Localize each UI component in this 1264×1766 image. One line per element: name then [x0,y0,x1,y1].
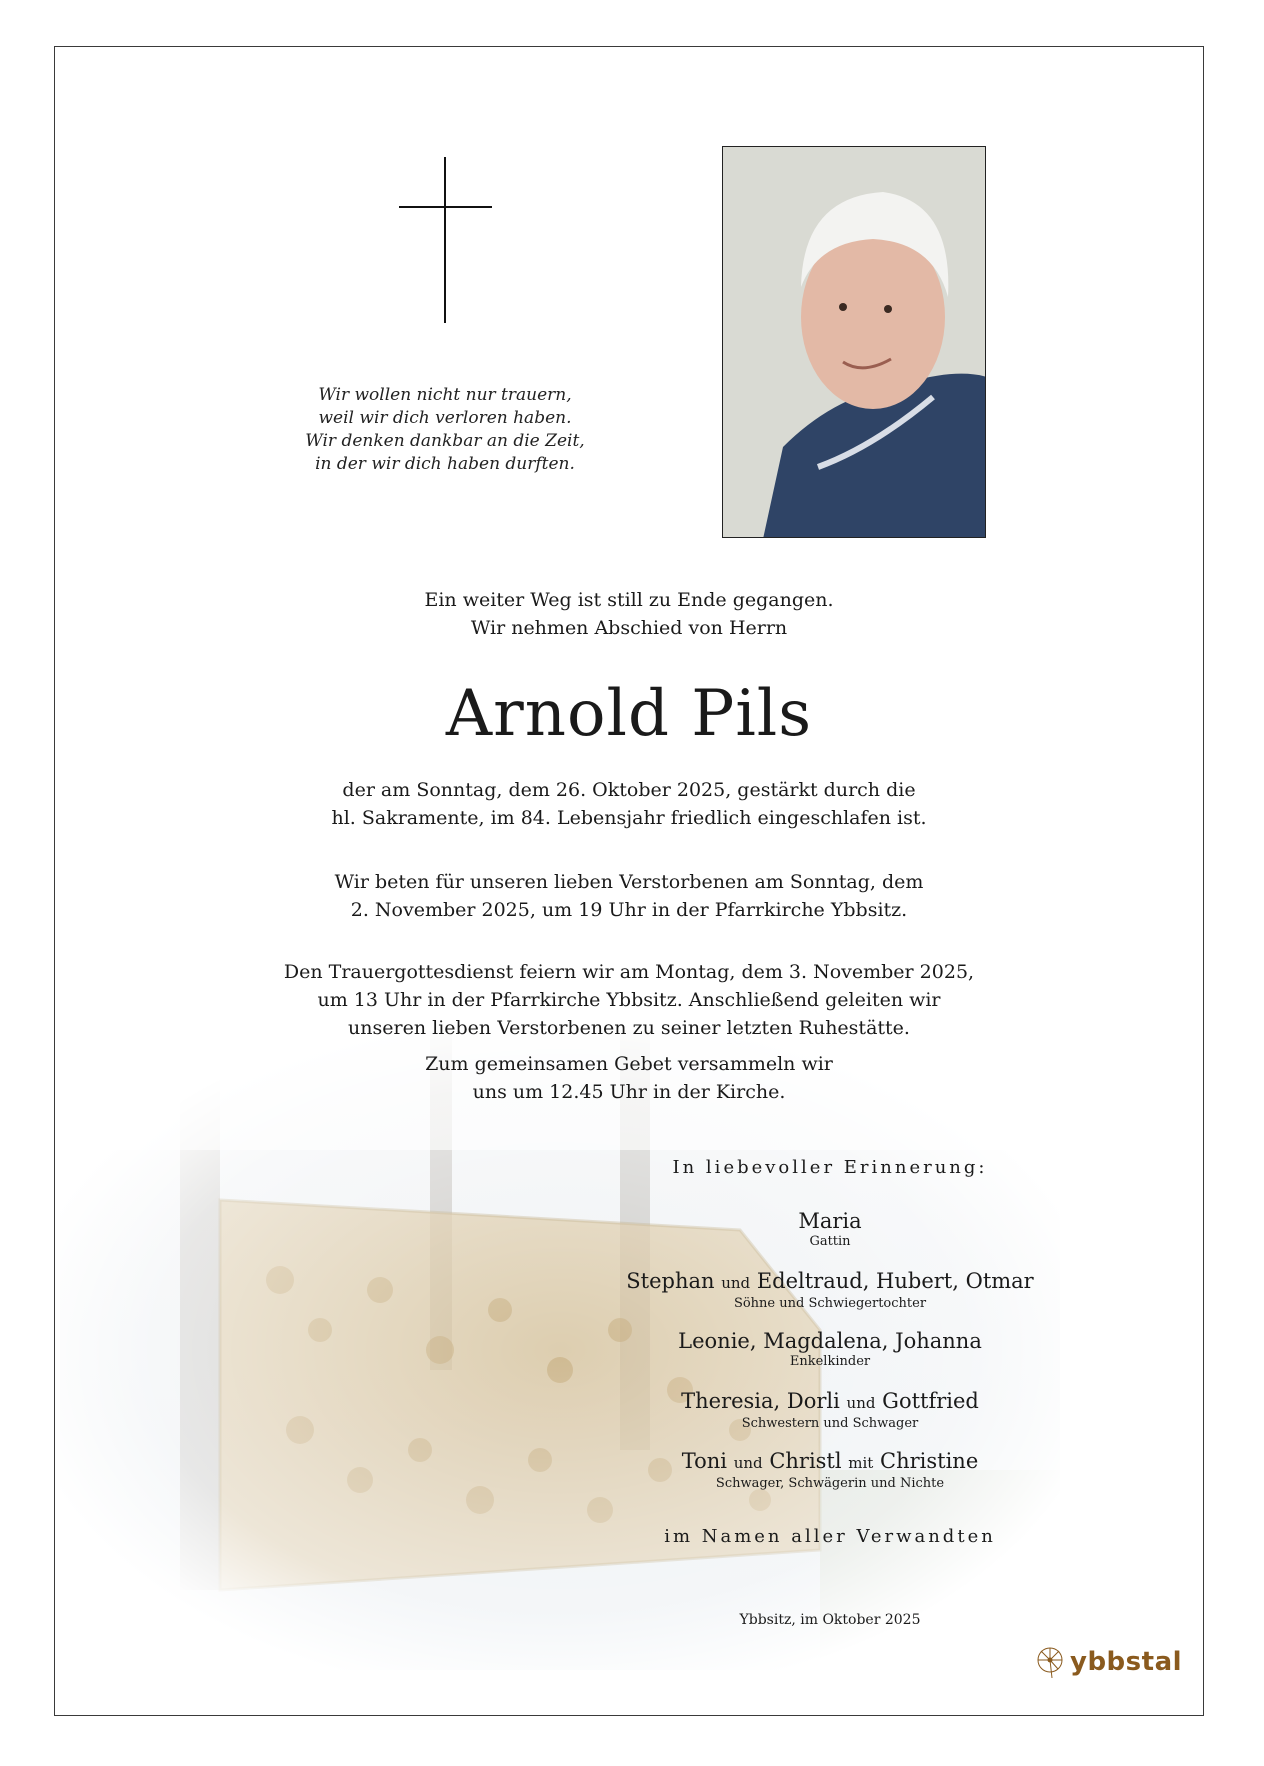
logo-text: ybbstal [1070,1647,1183,1677]
portrait-photo [722,146,986,538]
family-names [580,1328,1080,1354]
family-member-name: Christine [880,1449,979,1473]
family-member-name: Stephan [626,1269,715,1293]
prayer-paragraph [54,868,1204,924]
connector-word: mit [848,1454,874,1472]
connector-word: und [721,1274,751,1292]
family-role: Schwager, Schwägerin und Nichte [715,1476,945,1491]
quote-line: in der wir dich haben durften. [315,454,575,474]
family-member-name: Leonie, Magdalena, Johanna [678,1329,982,1353]
quote-line: Wir denken dankbar an die Zeit, [305,431,585,451]
death-paragraph [54,776,1204,832]
family-names [580,1448,1080,1476]
family-member-name: Maria [798,1209,862,1233]
text-line: 2. November 2025, um 19 Uhr in der Pfarrkirche Ybbsitz. [350,899,908,921]
family-member-name: Christl [769,1449,842,1473]
family-group [580,1208,1080,1250]
intro-text [54,586,1204,642]
text-line: uns um 12.45 Uhr in der Kirche. [472,1081,786,1103]
funeral-paragraph [54,958,1204,1042]
dandelion-icon [1034,1645,1068,1679]
family-names [580,1208,1080,1234]
intro-line: Ein weiter Weg ist still zu Ende gegangen. [424,589,834,611]
family-member-name: Toni [681,1449,727,1473]
family-member-name: Theresia, Dorli [681,1389,840,1413]
family-role: Enkelkinder [789,1354,871,1369]
family-member-name: Gottfried [882,1389,979,1413]
quote-line: Wir wollen nicht nur trauern, [318,385,572,405]
family-group [580,1268,1080,1312]
deceased-name: Arnold Pils [445,677,813,751]
cross-icon [444,157,446,323]
text-line: um 13 Uhr in der Pfarrkirche Ybbsitz. Anschließend geleiten wir [317,989,941,1011]
cross-icon-bar [399,206,492,208]
family-role: Gattin [809,1234,851,1249]
connector-word: und [846,1394,876,1412]
family-role: Söhne und Schwiegertochter [733,1296,927,1311]
text-line: Wir beten für unseren lieben Verstorbenen am Sonntag, dem [334,871,924,893]
gathering-paragraph [54,1050,1204,1106]
memorial-quote [250,384,640,476]
family-names [580,1268,1080,1296]
family-member-name: Edeltraud, Hubert, Otmar [756,1269,1034,1293]
family-names [580,1388,1080,1416]
family-footer: im Namen aller Verwandten [664,1526,996,1547]
text-line: Zum gemeinsamen Gebet versammeln wir [425,1053,833,1075]
family-role: Schwestern und Schwager [741,1416,919,1431]
family-group [580,1328,1080,1370]
text-line: hl. Sakramente, im 84. Lebensjahr friedlich eingeschlafen ist. [331,807,927,829]
text-line: unseren lieben Verstorbenen zu seiner letzten Ruhestätte. [348,1017,910,1039]
family-group [580,1448,1080,1492]
connector-word: und [733,1454,763,1472]
family-group [580,1388,1080,1432]
intro-line: Wir nehmen Abschied von Herrn [470,617,788,639]
quote-line: weil wir dich verloren haben. [318,408,572,428]
ybbstal-logo [1034,1645,1182,1679]
place-date: Ybbsitz, im Oktober 2025 [739,1612,921,1628]
text-line: Den Trauergottesdienst feiern wir am Montag, dem 3. November 2025, [283,961,975,983]
family-heading: In liebevoller Erinnerung: [672,1157,988,1178]
text-line: der am Sonntag, dem 26. Oktober 2025, gestärkt durch die [342,779,916,801]
